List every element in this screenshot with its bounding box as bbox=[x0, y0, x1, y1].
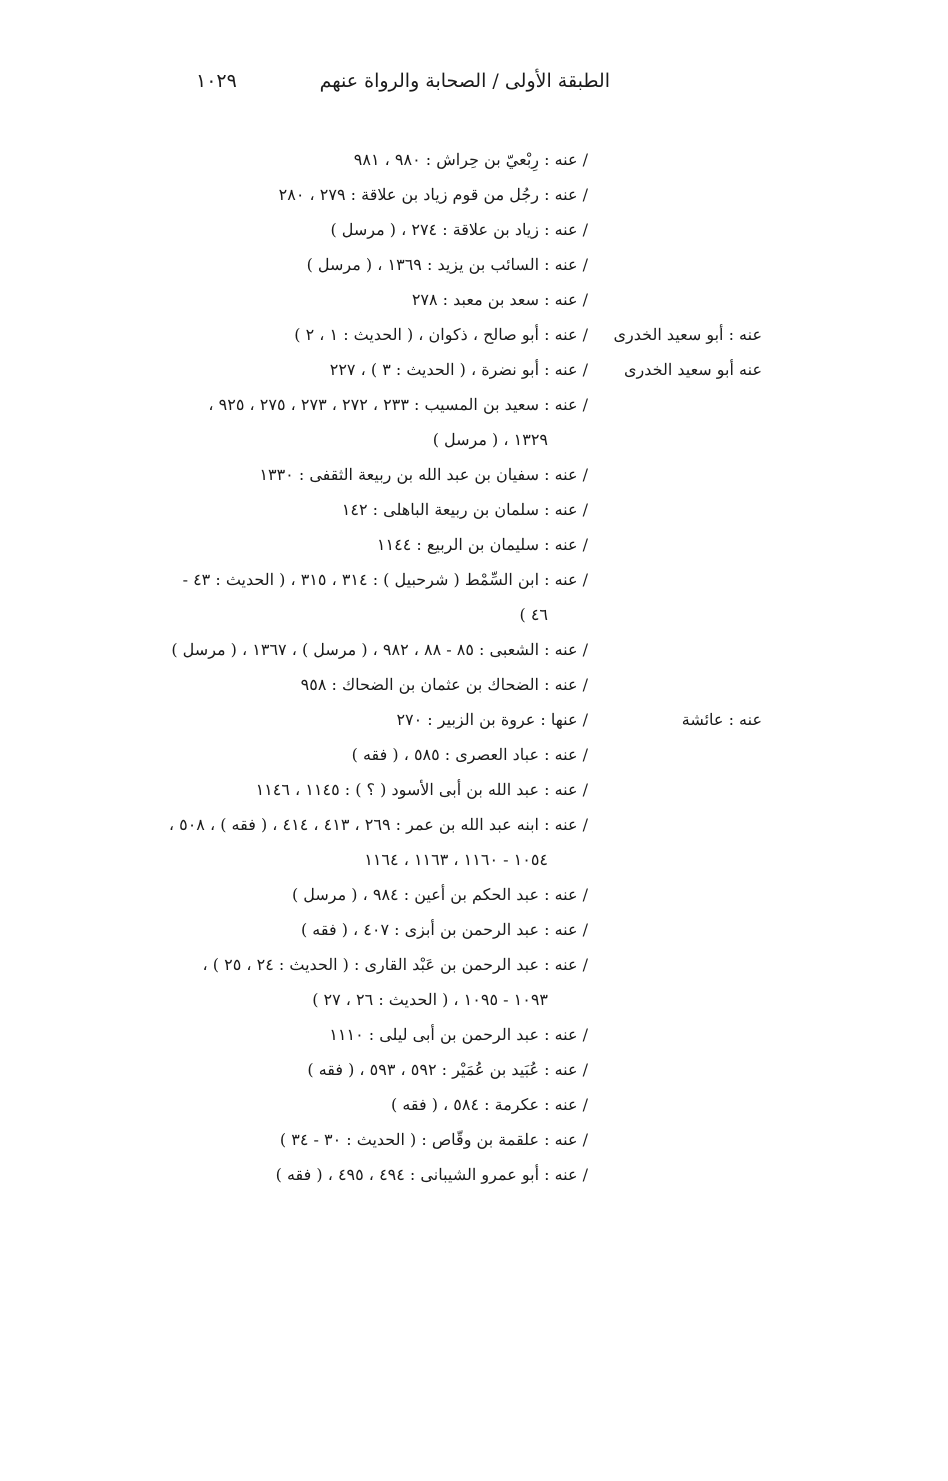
page-number: ١٠٢٩ bbox=[196, 70, 237, 92]
entry-text: / عنه : سعيد بن المسيب : ٢٣٣ ، ٢٧٢ ، ٢٧٣ ، ٢٧٥ ، ٩٢٥ ، bbox=[208, 395, 588, 414]
entry-row bbox=[0, 562, 948, 597]
entry-row bbox=[0, 1122, 948, 1157]
entry-row bbox=[0, 772, 948, 807]
entry-row bbox=[0, 1087, 948, 1122]
entry-text: / عنه : عبد الرحمن بن أبزى : ٤٠٧ ، ( فقه ) bbox=[300, 920, 588, 939]
entry-row bbox=[0, 177, 948, 212]
entry-row bbox=[0, 317, 948, 352]
entry-text: / عنه : عُبَيد بن عُمَيْر : ٥٩٢ ، ٥٩٣ ، ( فقه ) bbox=[307, 1060, 588, 1079]
entry-row bbox=[0, 1017, 948, 1052]
entry-text: / عنه : أبو صالح ، ذكوان ، ( الحديث : ١ ، ٢ ) bbox=[294, 325, 588, 344]
entry-row bbox=[0, 422, 948, 457]
entry-text: / عنها : عروة بن الزبير : ٢٧٠ bbox=[396, 710, 588, 729]
entry-text: / عنه : الشعبى : ٨٥ - ٨٨ ، ٩٨٢ ، ( مرسل ) ، ١٣٦٧ ، ( مرسل ) bbox=[171, 640, 588, 659]
entry-row bbox=[0, 527, 948, 562]
entry-continuation: ١٠٩٣ - ١٠٩٥ ، ( الحديث : ٢٦ ، ٢٧ ) bbox=[312, 990, 548, 1009]
entry-row bbox=[0, 912, 948, 947]
entry-continuation: ١٠٥٤ - ١١٦٠ ، ١١٦٣ ، ١١٦٤ bbox=[364, 850, 548, 869]
entry-text: / عنه : الضحاك بن عثمان بن الضحاك : ٩٥٨ bbox=[300, 675, 588, 694]
entry-row bbox=[0, 702, 948, 737]
entry-row bbox=[0, 947, 948, 982]
entry-row bbox=[0, 982, 948, 1017]
companion-label: عنه : أبو سعيد الخدرى bbox=[613, 325, 762, 344]
entry-text: / عنه : عباد العصرى : ٥٨٥ ، ( فقه ) bbox=[351, 745, 588, 764]
entry-row bbox=[0, 632, 948, 667]
entry-text: / عنه : سعد بن معبد : ٢٧٨ bbox=[411, 290, 588, 309]
entry-continuation: ١٣٢٩ ، ( مرسل ) bbox=[432, 430, 548, 449]
entry-text: / عنه : عبد الرحمن بن أبى ليلى : ١١١٠ bbox=[329, 1025, 588, 1044]
entry-text: / عنه : علقمة بن وقّاص : ( الحديث : ٣٠ - ٣٤ ) bbox=[279, 1130, 588, 1149]
entry-row bbox=[0, 352, 948, 387]
entry-row bbox=[0, 212, 948, 247]
companion-label: عنه : عائشة bbox=[681, 710, 762, 729]
entry-row bbox=[0, 667, 948, 702]
entry-text: / عنه : سلمان بن ربيعة الباهلى : ١٤٢ bbox=[341, 500, 588, 519]
entry-row bbox=[0, 457, 948, 492]
entry-text: / عنه : السائب بن يزيد : ١٣٦٩ ، ( مرسل ) bbox=[306, 255, 588, 274]
entry-text: / عنه : أبو عمرو الشيبانى : ٤٩٤ ، ٤٩٥ ، ( فقه ) bbox=[275, 1165, 588, 1184]
entry-row bbox=[0, 1052, 948, 1087]
entry-text: / عنه : زياد بن علاقة : ٢٧٤ ، ( مرسل ) bbox=[330, 220, 588, 239]
entry-text: / عنه : رجُل من قوم زياد بن علاقة : ٢٧٩ ، ٢٨٠ bbox=[278, 185, 588, 204]
entry-row bbox=[0, 737, 948, 772]
entry-row bbox=[0, 142, 948, 177]
entry-row bbox=[0, 807, 948, 842]
entry-row bbox=[0, 387, 948, 422]
companion-label: عنه أبو سعيد الخدرى bbox=[623, 360, 762, 379]
entry-text: / عنه : رِبْعيّ بن حِراش : ٩٨٠ ، ٩٨١ bbox=[353, 150, 588, 169]
running-header-title: الطبقة الأولى / الصحابة والرواة عنهم bbox=[319, 70, 610, 92]
entry-row bbox=[0, 842, 948, 877]
entry-row bbox=[0, 1157, 948, 1192]
entry-text: / عنه : سليمان بن الربيع : ١١٤٤ bbox=[376, 535, 588, 554]
entries-list bbox=[0, 142, 948, 1192]
entry-row bbox=[0, 597, 948, 632]
entry-text: / عنه : أبو نضرة ، ( الحديث : ٣ ) ، ٢٢٧ bbox=[329, 360, 588, 379]
entry-text: / عنه : عبد الله بن أبى الأسود ( ؟ ) : ١١٤٥ ، ١١٤٦ bbox=[255, 780, 588, 799]
entry-text: / عنه : سفيان بن عبد الله بن ربيعة الثقفى : ١٣٣٠ bbox=[259, 465, 588, 484]
entry-text: / عنه : عبد الرحمن بن عَبْد القارى : ( الحديث : ٢٤ ، ٢٥ ) ، bbox=[202, 955, 588, 974]
entry-text: / عنه : ابنه عبد الله بن عمر : ٢٦٩ ، ٤١٣ ، ٤١٤ ، ( فقه ) ، ٥٠٨ ، bbox=[168, 815, 588, 834]
entry-text: / عنه : عبد الحكم بن أعين : ٩٨٤ ، ( مرسل ) bbox=[291, 885, 588, 904]
entry-continuation: ٤٦ ) bbox=[519, 605, 548, 624]
entry-text: / عنه : ابن السِّمْط ( شرحبيل ) : ٣١٤ ، ٣١٥ ، ( الحديث : ٤٣ - bbox=[182, 570, 588, 589]
entry-text: / عنه : عكرمة : ٥٨٤ ، ( فقه ) bbox=[390, 1095, 588, 1114]
entry-row bbox=[0, 877, 948, 912]
entry-row bbox=[0, 492, 948, 527]
entry-row bbox=[0, 247, 948, 282]
entry-row bbox=[0, 282, 948, 317]
